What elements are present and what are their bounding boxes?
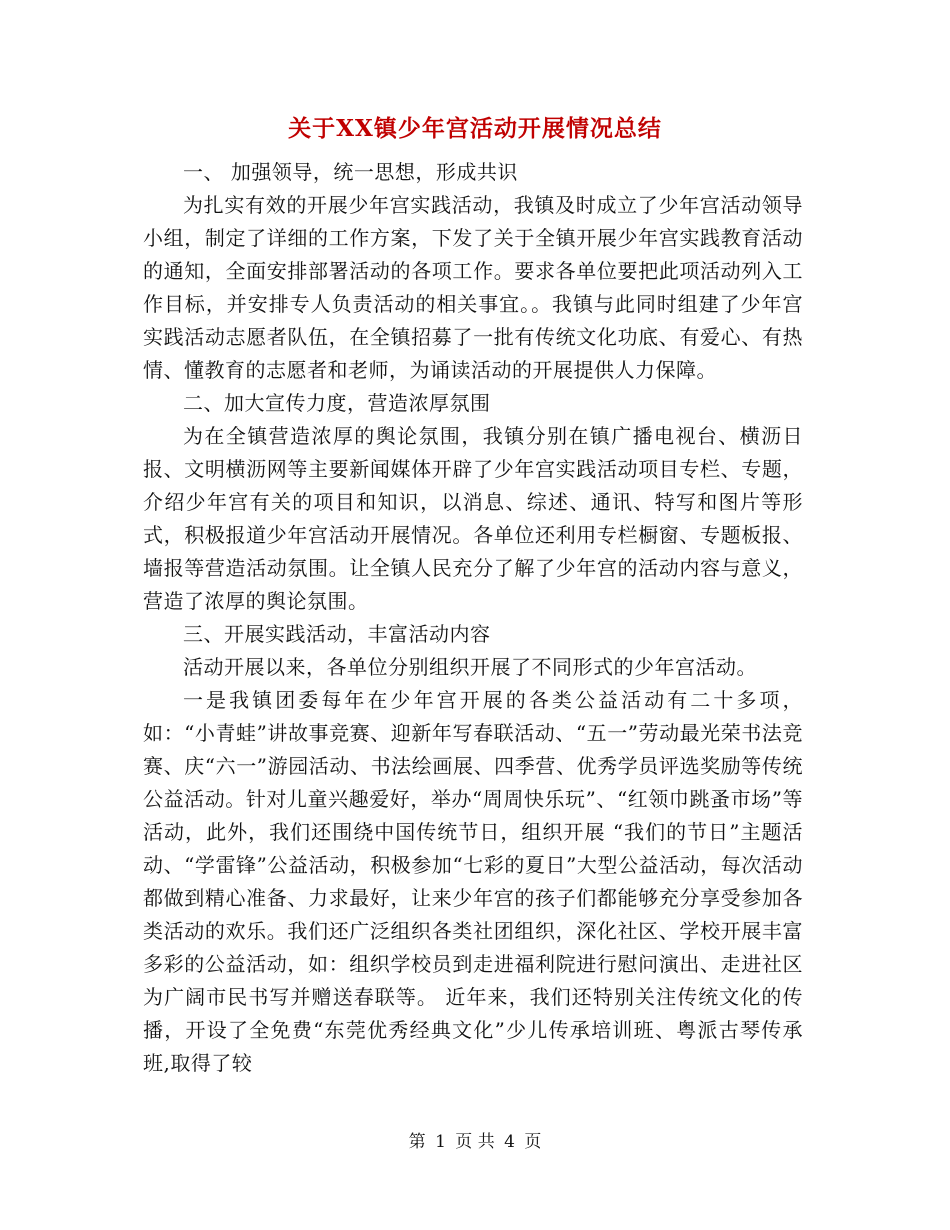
paragraph: 活动开展以来，各单位分别组织开展了不同形式的少年宫活动。 — [183, 655, 757, 679]
page-label-mid: 页 共 — [455, 1132, 495, 1152]
section-heading-3: 三、开展实践活动，丰富活动内容 — [183, 622, 491, 646]
document-body — [143, 156, 803, 1080]
paragraph: 为在全镇营造浓厚的舆论氛围，我镇分别在镇广播电视台、横沥日报、文明横沥网等主要新闻媒体开辟了少年宫实践活动项目专栏、专题，介绍少年宫有关的项目和知识，以消息、综述、通讯、特写和图片等形式，积极报道少年宫活动开展情况。各单位还利用专栏橱窗、专题板报、墙报等营造活动氛围。让全镇人民充分了解了少年宫的活动内容与意义，营造了浓厚的舆论氛围。 — [143, 424, 803, 613]
page-current: 1 — [435, 1132, 446, 1152]
section-heading-1: 一、 加强领导，统一思想，形成共识 — [183, 160, 518, 184]
page-footer — [0, 1127, 950, 1152]
document-title: 关于XX镇少年宫活动开展情况总结 — [288, 115, 662, 142]
paragraph: 一是我镇团委每年在少年宫开展的各类公益活动有二十多项，如：“小青蛙”讲故事竞赛、迎新年写春联活动、“五一”劳动最光荣书法竞赛、庆“六一”游园活动、书法绘画展、四季营、优秀学员评选奖励等传统公益活动。针对儿童兴趣爱好，举办“周周快乐玩”、“红领巾跳蚤市场”等活动，此外，我们还围绕中国传统节日，组织开展 “我们的节日”主题活动、“学雷锋”公益活动，积极参加“七彩的夏日”大型公益活动，每次活动都做到精心准备、力求最好，让来少年宫的孩子们都能够充分享受参加各类活动的欢乐。我们还广泛组织各类社团组织，深化社区、学校开展丰富多彩的公益活动，如：组织学校员到走进福利院进行慰问演出、走进社区为广阔市民书写并赠送春联等。 近年来，我们还特别关注传统文化的传播，开设了全免费“东莞优秀经典文化”少儿传承培训班、粤派古琴传承班,取得了较 — [143, 688, 803, 1075]
section-heading-2: 二、加大宣传力度，营造浓厚氛围 — [183, 391, 491, 415]
page-label-pre: 第 — [408, 1132, 426, 1152]
page-total: 4 — [504, 1132, 515, 1152]
paragraph: 为扎实有效的开展少年宫实践活动，我镇及时成立了少年宫活动领导小组，制定了详细的工作方案，下发了关于全镇开展少年宫实践教育活动的通知，全面安排部署活动的各项工作。要求各单位要把此项活动列入工作目标，并安排专人负责活动的相关事宜。。我镇与此同时组建了少年宫实践活动志愿者队伍，在全镇招募了一批有传统文化功底、有爱心、有热情、懂教育的志愿者和老师，为诵读活动的开展提供人力保障。 — [143, 193, 803, 382]
page-label-post: 页 — [524, 1132, 542, 1152]
